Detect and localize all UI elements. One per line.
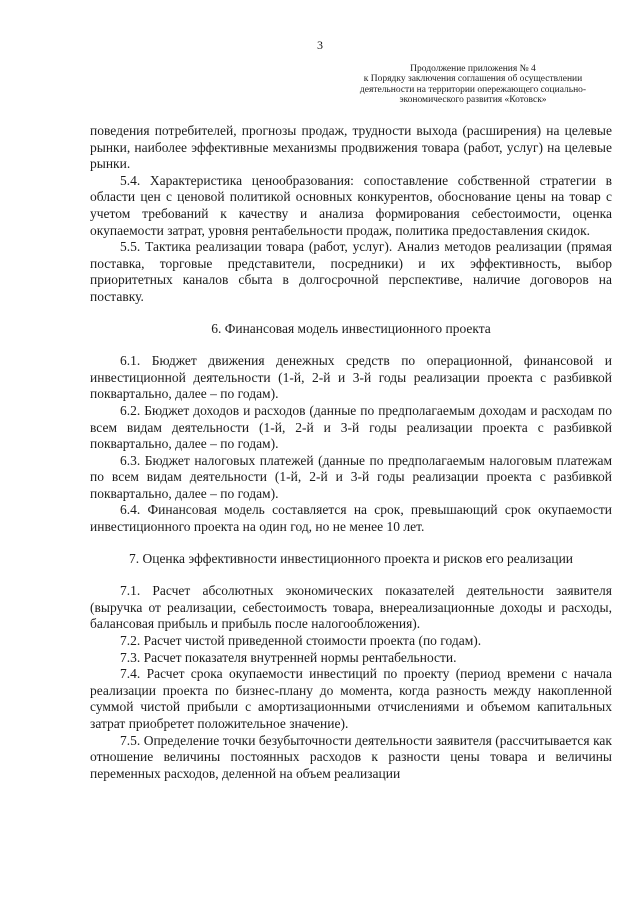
paragraph-continuation: поведения потребителей, прогнозы продаж, трудности выхода (расширения) на целевые рынки, наиболее эффективные механизмы продвижения товара (работ, услуг) на целевые рынки. bbox=[90, 123, 612, 172]
paragraph-5-4: 5.4. Характеристика ценообразования: сопоставление собственной стратегии в области цен с ценовой политикой основных конкурентов, обоснование цены на товар с учетом требований к качеству и анализа формирования себестоимости, оценка окупаемости затрат, уровня рентабельности продаж, политика предоставления скидок. bbox=[90, 172, 612, 238]
paragraph-7-4: 7.4. Расчет срока окупаемости инвестиций по проекту (период времени с начала реализации проекта по бизнес-плану до момента, когда разность между накопленной суммой чистой прибыли с амортизационными отчислениями и объемом капитальных затрат приобретет положительное значение). bbox=[90, 666, 612, 731]
paragraph-7-3: 7.3. Расчет показателя внутренней нормы рентабельности. bbox=[120, 649, 457, 665]
header-line: деятельности на территории опережающего социально- bbox=[359, 84, 587, 95]
paragraph-7-2: 7.2. Расчет чистой приведенной стоимости проекта (по годам). bbox=[120, 633, 482, 649]
paragraph-7-5: 7.5. Определение точки безубыточности деятельности заявителя (рассчитывается как отношение величины постоянных расходов к разности цены товара и величины переменных расходов, деленной на объем реализации bbox=[90, 732, 612, 781]
paragraph-5-5: 5.5. Тактика реализации товара (работ, услуг). Анализ методов реализации (прямая поставка, торговые представители, посредники) и их эффективность, выбор приоритетных каналов сбыта в долгосрочной перспективе, наличие договоров на поставку. bbox=[90, 239, 612, 304]
document-body bbox=[90, 123, 612, 782]
header-line: Продолжение приложения № 4 bbox=[410, 64, 536, 74]
paragraph-6-2: 6.2. Бюджет доходов и расходов (данные по предполагаемым доходам и расходам по всем видам деятельности (1-й, 2-й и 3-й годы реализации проекта с разбивкой поквартально, далее – по годам). bbox=[90, 402, 612, 452]
section-heading-6: 6. Финансовая модель инвестиционного проекта bbox=[211, 320, 491, 336]
paragraph-6-4: 6.4. Финансовая модель составляется на срок, превышающий срок окупаемости инвестиционного проекта на один год, но не менее 10 лет. bbox=[90, 502, 612, 535]
header-line: экономического развития «Котовск» bbox=[399, 95, 547, 106]
section-heading-7: 7. Оценка эффективности инвестиционного проекта и рисков его реализации bbox=[128, 550, 574, 566]
paragraph-6-1: 6.1. Бюджет движения денежных средств по операционной, финансовой и инвестиционной деятельности (1-й, 2-й и 3-й годы реализации проекта с разбивкой поквартально, далее – по годам). bbox=[90, 353, 612, 402]
paragraph-6-3: 6.3. Бюджет налоговых платежей (данные по предполагаемым налоговым платежам по всем видам деятельности (1-й, 2-й и 3-й годы реализации проекта с разбивкой поквартально, далее – по годам). bbox=[90, 452, 612, 501]
appendix-header bbox=[348, 64, 598, 106]
paragraph-7-1: 7.1. Расчет абсолютных экономических показателей деятельности заявителя (выручка от реализации, себестоимость товара, внереализационные доходы и расходы, балансовая прибыль и прибыль после налогообложения). bbox=[90, 583, 612, 632]
header-line: к Порядку заключения соглашения об осуществлении bbox=[363, 74, 583, 85]
page-number: 3 bbox=[317, 38, 323, 52]
